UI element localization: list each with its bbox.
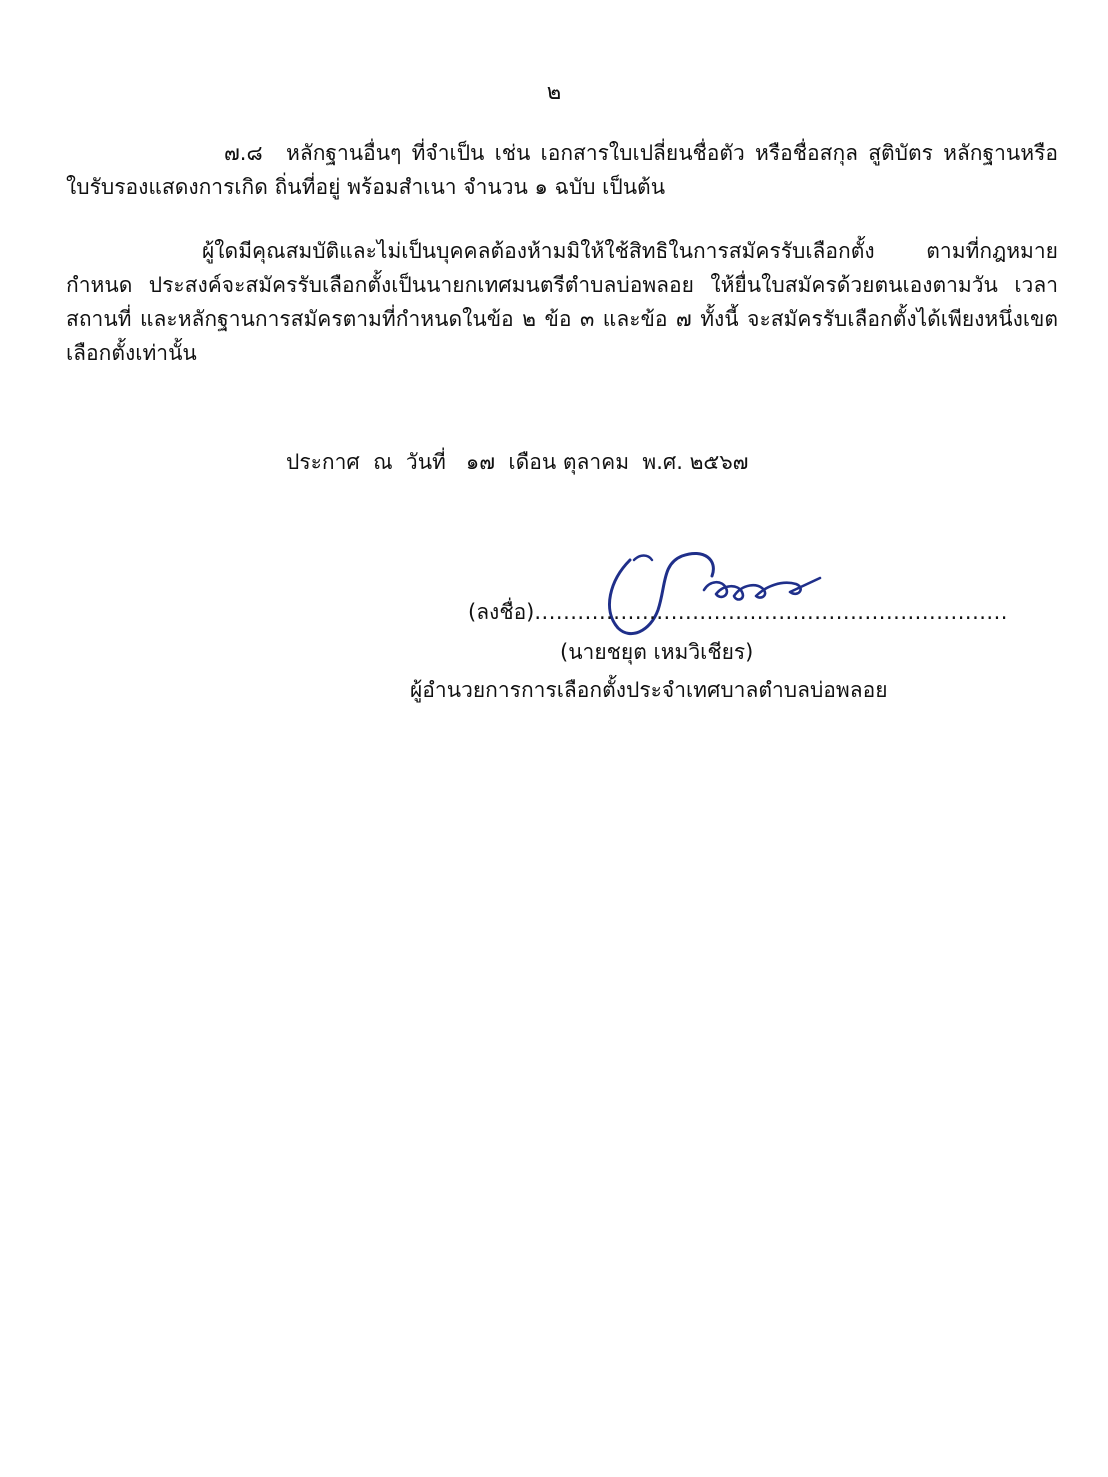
item-text: หลักฐานอื่นๆ ที่จำเป็น เช่น เอกสารใบเปลี่ยนชื่อตัว หรือชื่อสกุล สูติบัตร หลักฐานหรือใบรับรองแสดงการเกิด ถิ่นที่อยู่ พร้อมสำเนา จำนวน ๑ ฉบับ เป็นต้น [66,141,1058,199]
sign-label: (ลงชื่อ) [468,600,535,624]
paragraph-item-7-8 [66,136,1058,204]
handwritten-signature [600,540,840,650]
signature-line [468,596,1008,629]
page-number: ๒ [546,80,562,105]
item-number: ๗.๘ [224,141,263,165]
announcement-date: ประกาศ ณ วันที่ ๑๗ เดือน ตุลาคม พ.ศ. ๒๕๖๗ [286,450,749,474]
eligibility-text: ผู้ใดมีคุณสมบัติและไม่เป็นบุคคลต้องห้ามมิให้ใช้สิทธิในการสมัครรับเลือกตั้ง ตามที่กฎหมายกำหนด ประสงค์จะสมัครรับเลือกตั้งเป็นนายกเทศมนตรีตำบลบ่อพลอย ให้ยื่นใบสมัครด้วยตนเองตามวัน เวลา สถานที่ และหลักฐานการสมัครตามที่กำหนดในข้อ ๒ ข้อ ๓ และข้อ ๗ ทั้งนี้ จะสมัครรับเลือกตั้งได้เพียงหนึ่งเขตเลือกตั้งเท่านั้น [66,239,1058,365]
signer-title: ผู้อำนวยการการเลือกตั้งประจำเทศบาลตำบลบ่อพลอย [410,678,888,702]
signature-dots: .................................................................. [534,600,1008,624]
signer-name: (นายชยุต เหมวิเชียร) [560,640,754,664]
paragraph-eligibility [66,234,1058,370]
